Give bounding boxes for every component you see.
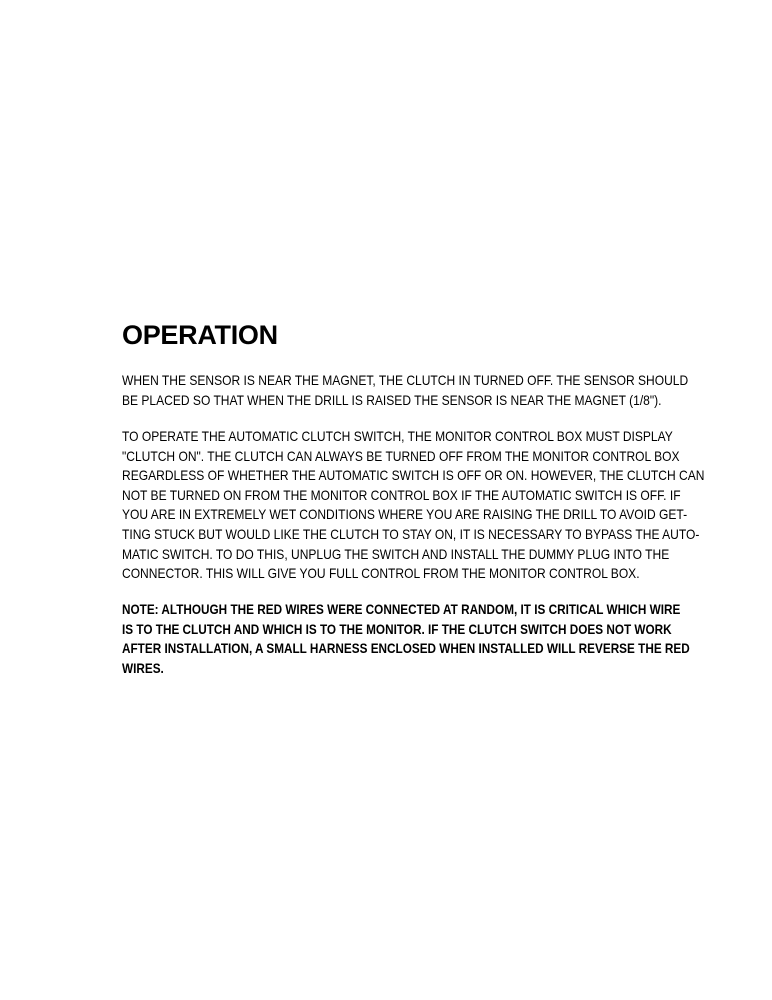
text-line: WHEN THE SENSOR IS NEAR THE MAGNET, THE CLUTCH IN TURNED OFF. THE SENSOR SHOULD [122, 372, 689, 388]
text-line: NOTE: ALTHOUGH THE RED WIRES WERE CONNECTED AT RANDOM, IT IS CRITICAL WHICH WIRE [122, 601, 681, 617]
text-line: IS TO THE CLUTCH AND WHICH IS TO THE MONITOR. IF THE CLUTCH SWITCH DOES NOT WORK [122, 620, 672, 637]
note-paragraph [122, 600, 772, 678]
text-line: YOU ARE IN EXTREMELY WET CONDITIONS WHERE YOU ARE RAISING THE DRILL TO AVOID GET- [122, 506, 688, 523]
text-line: TO OPERATE THE AUTOMATIC CLUTCH SWITCH, THE MONITOR CONTROL BOX MUST DISPLAY [122, 428, 673, 444]
text-line: BE PLACED SO THAT WHEN THE DRILL IS RAISED THE SENSOR IS NEAR THE MAGNET (1/8"). [122, 391, 662, 408]
text-line: WIRES. [122, 659, 164, 676]
sensor-paragraph [122, 371, 772, 410]
operation-paragraph [122, 427, 772, 584]
text-line: MATIC SWITCH. TO DO THIS, UNPLUG THE SWITCH AND INSTALL THE DUMMY PLUG INTO THE [122, 545, 670, 562]
text-line: TING STUCK BUT WOULD LIKE THE CLUTCH TO STAY ON, IT IS NECESSARY TO BYPASS THE AUTO- [122, 525, 700, 542]
text-line: AFTER INSTALLATION, A SMALL HARNESS ENCLOSED WHEN INSTALLED WILL REVERSE THE RED [122, 640, 690, 657]
text-line: REGARDLESS OF WHETHER THE AUTOMATIC SWITCH IS OFF OR ON. HOWEVER, THE CLUTCH CAN [122, 467, 705, 484]
text-line: NOT BE TURNED ON FROM THE MONITOR CONTROL BOX IF THE AUTOMATIC SWITCH IS OFF. IF [122, 486, 681, 503]
section-title: OPERATION [122, 320, 278, 350]
text-line: CONNECTOR. THIS WILL GIVE YOU FULL CONTROL FROM THE MONITOR CONTROL BOX. [122, 565, 640, 582]
text-line: "CLUTCH ON". THE CLUTCH CAN ALWAYS BE TURNED OFF FROM THE MONITOR CONTROL BOX [122, 447, 680, 464]
